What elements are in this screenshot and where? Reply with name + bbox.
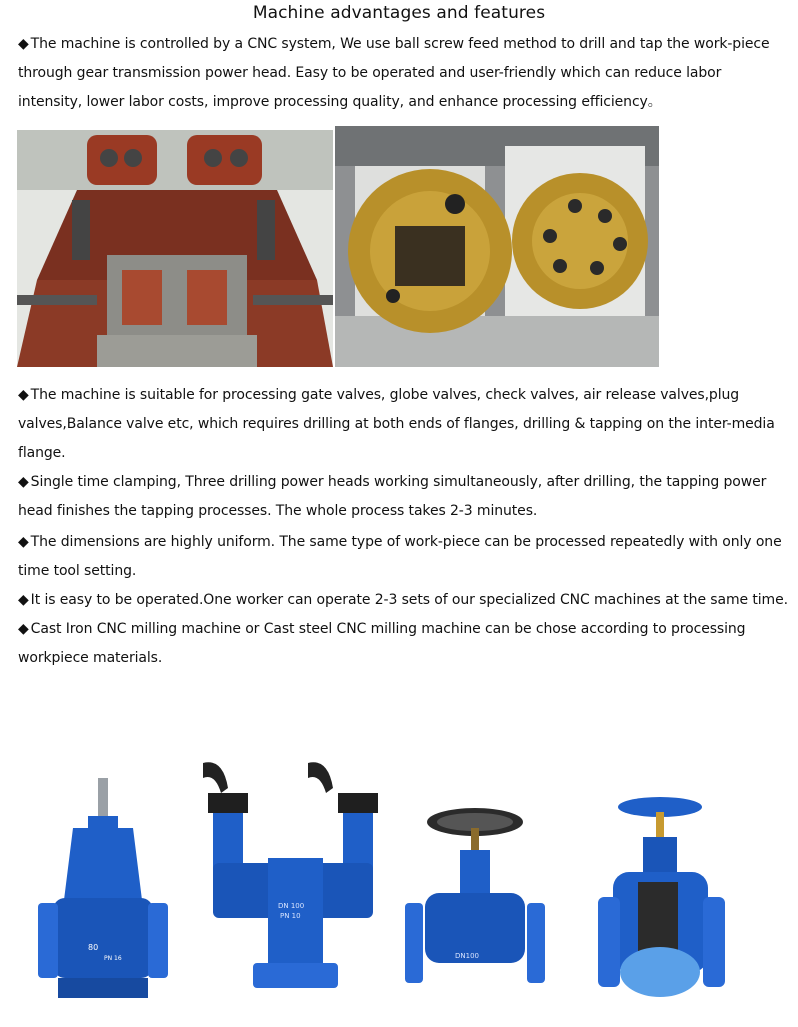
paragraph-5 (18, 586, 788, 615)
diamond-bullet-icon: ◆ (18, 474, 29, 490)
paragraph-text: It is easy to be operated.One worker can operate 2-3 sets of our specialized CNC machines at the same time. (30, 592, 788, 608)
diamond-bullet-icon: ◆ (18, 592, 29, 608)
paragraph-text: Single time clamping, Three drilling power heads working simultaneously, after drilling, the tapping power head finishes the tapping processes. The whole process takes 2-3 minutes. (18, 474, 767, 519)
balance-valve-image (38, 778, 168, 1000)
paragraph-text: The dimensions are highly uniform. The same type of work-piece can be processed repeatedly with only one time tool setting. (18, 534, 782, 579)
gate-valve-cutaway-image (598, 797, 728, 1007)
power-head-photo (335, 126, 659, 367)
paragraph-text: The machine is controlled by a CNC system, We use ball screw feed method to drill and tap the work-piece through gear transmission power head. Easy to be operated and user-friendly which can reduce labor intensity, lower labor costs, improve processing quality, and enhance processing efficiency。 (18, 36, 770, 110)
diamond-bullet-icon: ◆ (18, 534, 29, 550)
paragraph-6 (18, 615, 788, 673)
paragraph-1 (18, 30, 788, 117)
paragraph-text: Cast Iron CNC milling machine or Cast steel CNC milling machine can be chose according to processing workpiece materials. (18, 621, 746, 666)
valve1-pressure-label: PN 16 (104, 955, 122, 962)
paragraph-text: The machine is suitable for processing gate valves, globe valves, check valves, air release valves,plug valves,Balance valve etc, which requires drilling at both ends of flanges, drilling & tapping on the inter-media flange. (18, 387, 775, 461)
diamond-bullet-icon: ◆ (18, 387, 29, 403)
air-release-valve-image (193, 758, 393, 993)
valve2-pressure-label: PN 10 (280, 912, 301, 920)
paragraph-3 (18, 468, 788, 526)
paragraph-4 (18, 528, 788, 586)
diamond-bullet-icon: ◆ (18, 36, 29, 52)
valve1-size-label: 80 (88, 943, 99, 952)
globe-valve-image (405, 808, 545, 996)
valve2-size-label: DN 100 (278, 902, 305, 910)
page-title: Machine advantages and features (252, 3, 546, 23)
valve3-size-label: DN100 (455, 952, 479, 960)
diamond-bullet-icon: ◆ (18, 621, 29, 637)
paragraph-2 (18, 381, 788, 468)
machine-table-photo (17, 130, 333, 367)
